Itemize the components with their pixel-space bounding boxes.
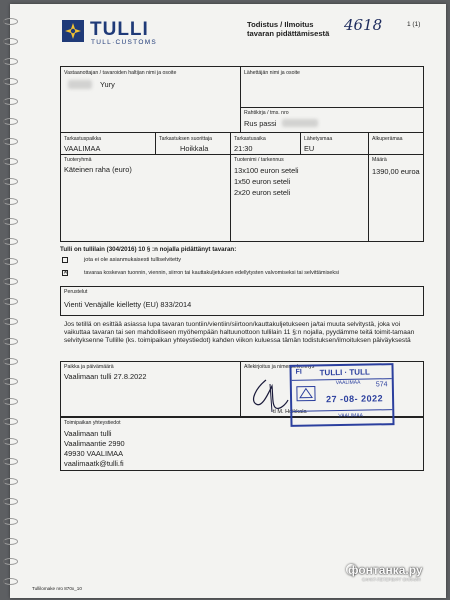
goods-id-line: 2x20 euron seteli [234, 188, 291, 197]
stamp-title: TULLI · TULL [319, 367, 370, 378]
instructions-text: Jos tetillä on esittää asiassa lupa tavaran tuontiin/vientiin/siirtoon/kauttakuljetukseen ja/tai muuta selvitystä, joka voi vaikuttaa tavaran tai sen mahdolliseen myöhempään haltuunottoon tullilain 11 §:n nojalla, pyydämme teitä toimit-tamaan selvityksenne Tullille (ks. toimipaikan yhteystiedot) kahden viikon kuluessa tämän todistuksen/ilmoituksen päiväyksestä [64, 321, 415, 345]
office-line: Vaalimaantie 2990 [64, 439, 125, 448]
option1-text: jota ei ole asianmukaisesti tulliselvitetty [84, 257, 182, 263]
stamp-country: FI [295, 368, 302, 376]
option2-text: tavaraa koskevan tuonnin, viennin, siirron tai kauttakuljetuksen edellytysten valvomiseksi tai selvittämiseksi [84, 270, 339, 276]
office-label: Toimipaikan yhteystiedot [64, 420, 121, 426]
logo-subtitle: TULL·CUSTOMS [91, 39, 158, 46]
watermark-subtitle: САНКТ-ПЕТЕРБУРГ ОНЛАЙН [362, 577, 421, 582]
passport-label: Rahtikirja / tms. nro [244, 110, 289, 116]
recipient-name: Yury [100, 80, 115, 89]
goods-id-line: 13x100 euron seteli [234, 166, 299, 175]
document-title [247, 20, 329, 38]
country-label: Lähetysmaa [304, 136, 333, 142]
handwritten-number: 4618 [344, 16, 383, 34]
stamp-bottom: VAALIMAA [338, 412, 364, 420]
office-line: 49930 VAALIMAA [64, 449, 124, 458]
office-line: vaalimaatk@tulli.fi [64, 459, 124, 468]
redacted-passport-number [282, 119, 318, 127]
grounds-label: Perustelut [64, 289, 88, 295]
goods-id-label: Tuotenimi / tarkennus [234, 157, 284, 163]
tulli-logo-icon [62, 20, 84, 42]
document-title-line2: tavaran pidättämisestä [247, 29, 330, 38]
stamp-crest-icon [296, 385, 316, 401]
country-value: EU [304, 144, 315, 153]
option2-checkbox[interactable]: ✕ [63, 270, 69, 276]
goods-group-label: Tuoteryhmä [64, 157, 92, 163]
inspection-performer-value: Hoikkala [180, 144, 209, 153]
signer-name: tl M. Hoikkala [273, 409, 307, 415]
form-code: Tullilomake nro 870x_10 [32, 586, 82, 591]
watermark: фонтанка.ру [348, 563, 423, 577]
document-title-line1: Todistus / Ilmoitus [247, 20, 314, 29]
customs-stamp [289, 363, 394, 427]
logo-title: TULLI [90, 19, 149, 40]
law-intro: Tulli on tullilain (304/2016) 10 § :n nojalla pidättänyt tavaran: [60, 246, 237, 253]
amount-value: 1390,00 euroa [372, 167, 420, 176]
goods-id-line: 1x50 euron seteli [234, 177, 291, 186]
redacted-surname [68, 80, 92, 89]
stamp-date: 27 -08- 2022 [325, 393, 384, 405]
passport-value: Rus passi [244, 119, 277, 128]
amount-label: Määrä [372, 157, 387, 163]
inspection-time-value: 21:30 [234, 144, 253, 153]
goods-group-value: Käteinen raha (euro) [64, 165, 132, 174]
stamp-sub: VAALIMAA [335, 379, 361, 387]
recipient-label: Vastaanottajan / tavaroiden haltijan nimi ja osoite [64, 70, 177, 76]
sender-label: Lähettäjän nimi ja osoite [244, 70, 300, 76]
signature-place-value: Vaalimaan tulli 27.8.2022 [64, 372, 147, 381]
inspection-time-label: Tarkastusaika [234, 136, 266, 142]
document-page [10, 4, 446, 598]
grounds-value: Vienti Venäjälle kielletty (EU) 833/2014 [64, 300, 192, 309]
origin-label: Alkuperämaa [372, 136, 403, 142]
option1-checkbox[interactable] [62, 257, 68, 263]
stamp-number: 574 [375, 381, 388, 389]
page-number: 1 (1) [407, 21, 421, 28]
signature-place-label: Paikka ja päivämäärä [64, 364, 114, 370]
signature-label: Allekirjoitus ja nimenselvennys [244, 364, 315, 370]
office-line: Vaalimaan tulli [64, 429, 112, 438]
inspection-place-label: Tarkastuspaikka [64, 136, 102, 142]
inspection-place-value: VAALIMAA [64, 144, 101, 153]
inspection-performer-label: Tarkastuksen suorittaja [159, 136, 213, 142]
